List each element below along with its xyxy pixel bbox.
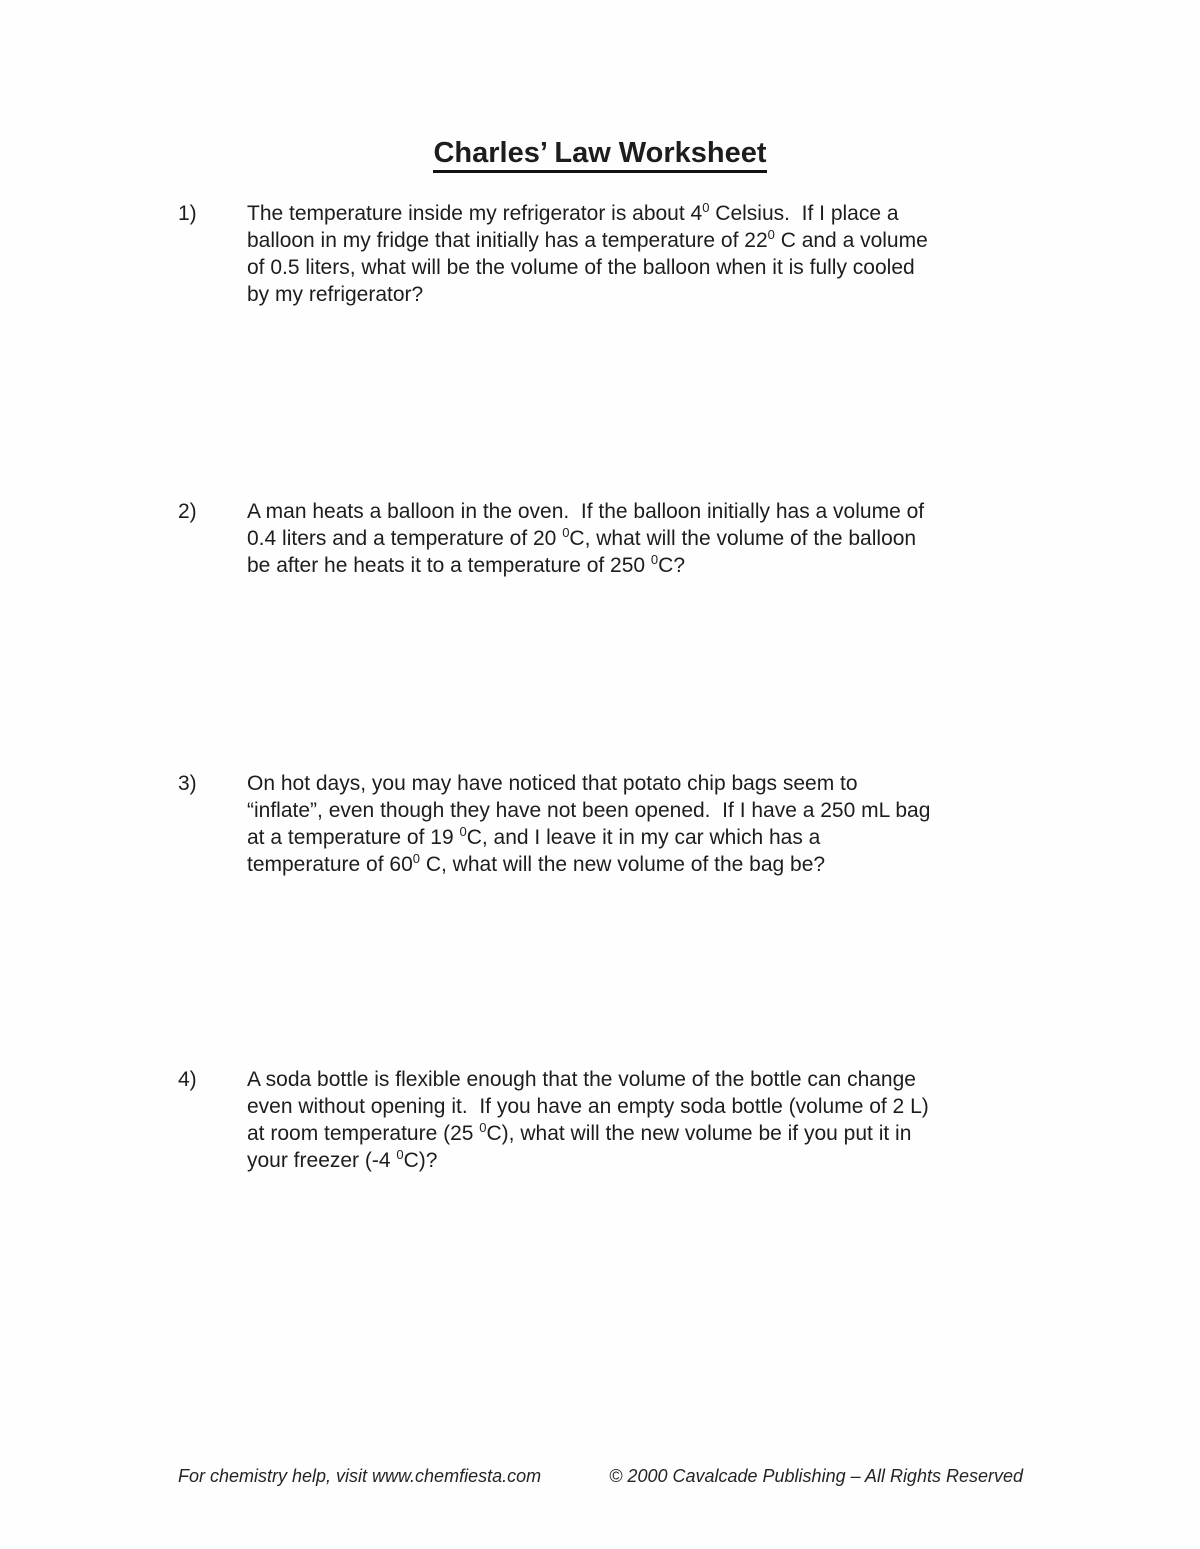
question-2 [178,498,924,579]
question-line: The temperature inside my refrigerator is about $4^0$ Celsius. If I place a [247,200,899,225]
question-number: 2) [178,500,197,523]
question-number: 3) [178,772,197,795]
degree-superscript: 0 [479,1120,487,1135]
question-line: even without opening it. If you have an empty soda bottle (volume of 2 L) [247,1095,929,1118]
degree-superscript: 0 [702,200,710,215]
question-line: by my refrigerator? [247,283,424,306]
degree-superscript: 0 [562,525,570,540]
question-text [247,1066,929,1174]
degree-superscript: 0 [650,552,659,567]
footer [178,1465,1023,1487]
question-line: at room temperature (25 $^0$C), what will the new volume be if you put it in [247,1120,912,1145]
question-line: balloon in my fridge that initially has a temperature of $22^0$ C and a volume [247,227,928,252]
question-line: A man heats a balloon in the oven. If the balloon initially has a volume of [247,500,925,523]
question-line: “inflate”, even though they have not been opened. If I have a 250 mL bag [247,799,931,822]
footer-left-credit: For chemistry help, visit www.chemfiesta.com [178,1466,542,1486]
question-text [247,200,928,308]
question-line: 0.4 liters and a temperature of 20 $^0$C, what will the volume of the balloon [247,525,917,550]
degree-superscript: 0 [396,1147,404,1162]
question-1 [178,200,928,308]
question-line: of 0.5 liters, what will be the volume of the balloon when it is fully cooled [247,256,915,279]
question-number: 1) [178,202,197,225]
degree-superscript: 0 [412,851,420,866]
question-number: 4) [178,1068,197,1091]
degree-superscript: 0 [459,824,467,839]
question-line: at a temperature of 19 $^0$C, and I leave it in my car which has a [247,824,821,849]
degree-superscript: 0 [767,227,775,242]
question-line: your freezer (-4 $^0$C)? [247,1147,438,1172]
page-title-text: Charles’ Law Worksheet [433,139,766,173]
question-text [247,498,924,579]
question-line: On hot days, you may have noticed that potato chip bags seem to [247,772,858,795]
question-4 [178,1066,929,1174]
question-3 [178,770,930,878]
footer-right-copyright: © 2000 Cavalcade Publishing – All Rights Reserved [609,1466,1023,1486]
question-line: be after he heats it to a temperature of 250 $^0$C? [247,552,686,577]
question-text [247,770,930,878]
question-line: temperature of $60^0$ C, what will the new volume of the bag be? [247,851,826,876]
question-line: A soda bottle is flexible enough that the volume of the bottle can change [247,1068,916,1091]
page-title [0,139,1200,173]
